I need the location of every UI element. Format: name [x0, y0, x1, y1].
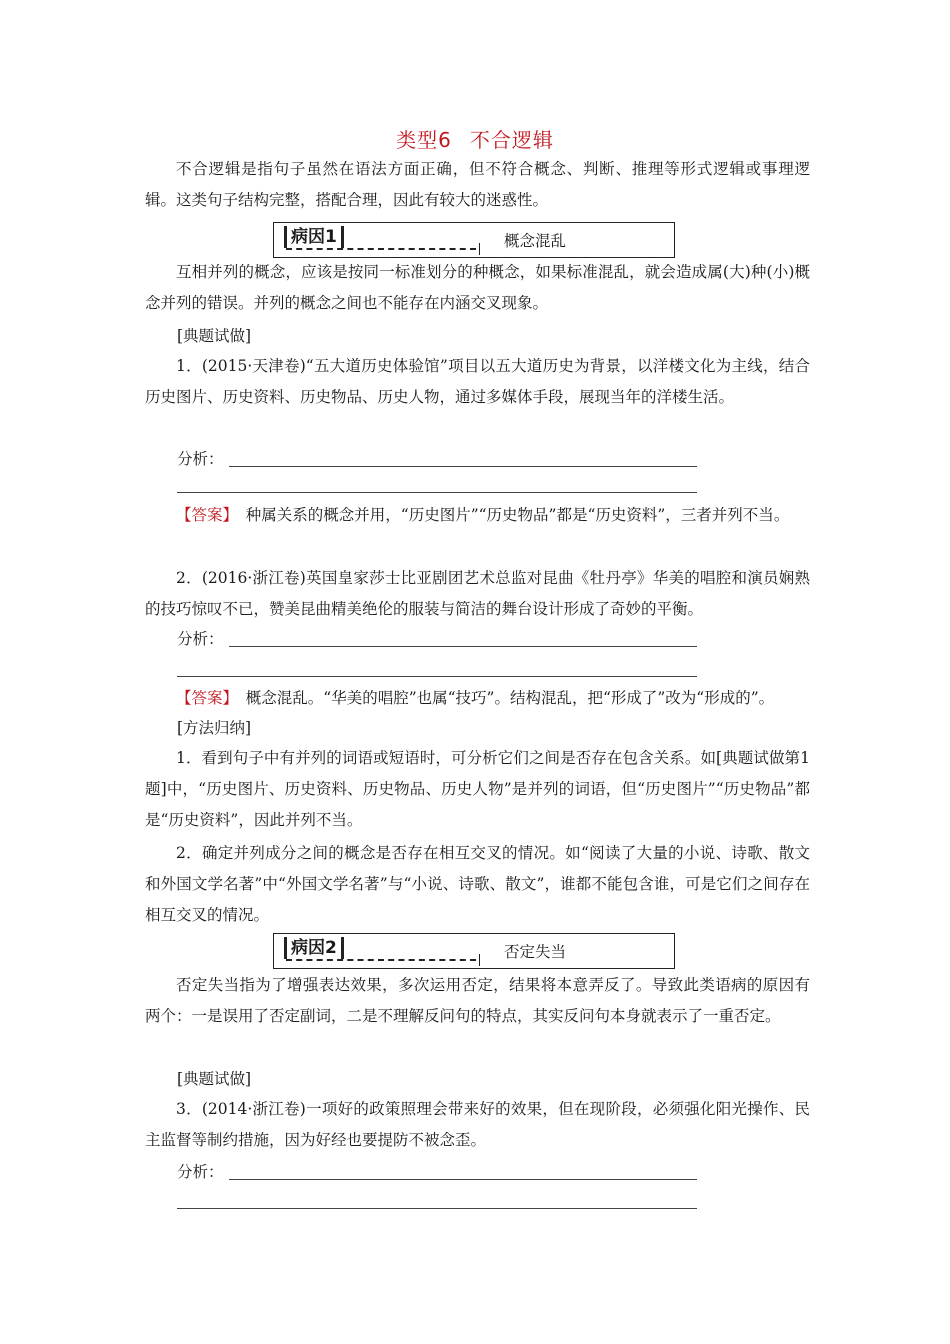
cause-box-1 — [273, 222, 675, 258]
title-type: 类型6 — [396, 128, 452, 152]
trial-heading-1: [典题试做] — [177, 327, 252, 345]
section1-description: 互相并列的概念，应该是按同一标准划分的种概念，如果标准混乱，就会造成属(大)种(小)概念并列的错误。并列的概念之间也不能存在内涵交叉现象。 — [145, 263, 810, 312]
answer-blank-line — [177, 676, 697, 677]
answer-1 — [145, 500, 810, 531]
answer-blank-line — [229, 1179, 697, 1180]
question-3: 3．(2014·浙江卷)一项好的政策照理会带来好的效果，但在现阶段，必须强化阳光操作、民主监督等制约措施，因为好经也要提防不被念歪。 — [145, 1100, 810, 1149]
analysis-row-1 — [177, 447, 697, 471]
cause-tag-1: 病因1 — [284, 226, 344, 248]
cause-name-2: 否定失当 — [504, 943, 567, 961]
analysis-label: 分析： — [177, 1163, 224, 1181]
dash-end-mark — [479, 954, 480, 966]
answer-blank-line — [229, 466, 697, 467]
section2-description: 否定失当指为了增强表达效果，多次运用否定，结果将本意弄反了。导致此类语病的原因有两个：一是误用了否定副词，二是不理解反问句的特点，其实反问句本身就表示了一重否定。 — [145, 976, 810, 1025]
method-1: 1．看到句子中有并列的词语或短语时，可分析它们之间是否存在包含关系。如[典题试做第1题]中，“历史图片、历史资料、历史物品、历史人物”是并列的词语，但“历史图片”“历史物品”都是“历史资料”，因此并列不当。 — [145, 749, 810, 829]
dashed-underline — [286, 959, 476, 961]
cause-tag-2: 病因2 — [284, 937, 344, 959]
answer-label: 【答案】 — [176, 506, 231, 524]
dashed-underline — [286, 248, 476, 250]
answer-2 — [145, 683, 810, 714]
analysis-label: 分析： — [177, 450, 224, 468]
answer-blank-line — [229, 646, 697, 647]
cause-box-2 — [273, 933, 675, 969]
question-1: 1．(2015·天津卷)“五大道历史体验馆”项目以五大道历史为背景，以洋楼文化为主线，结合历史图片、历史资料、历史物品、历史人物，通过多媒体手段，展现当年的洋楼生活。 — [145, 357, 810, 406]
answer-blank-line — [177, 1208, 697, 1209]
dash-end-mark — [479, 243, 480, 255]
analysis-row-3 — [177, 1160, 697, 1184]
analysis-label: 分析： — [177, 630, 224, 648]
answer-label: 【答案】 — [176, 689, 231, 707]
method-heading: [方法归纳] — [177, 719, 252, 737]
intro-paragraph: 不合逻辑是指句子虽然在语法方面正确，但不符合概念、判断、推理等形式逻辑或事理逻辑。这类句子结构完整，搭配合理，因此有较大的迷惑性。 — [145, 160, 810, 209]
method-2: 2．确定并列成分之间的概念是否存在相互交叉的情况。如“阅读了大量的小说、诗歌、散文和外国文学名著”中“外国文学名著”与“小说、诗歌、散文”，谁都不能包含谁，可是它们之间存在相互交叉的情况。 — [145, 844, 810, 924]
question-2: 2．(2016·浙江卷)英国皇家莎士比亚剧团艺术总监对昆曲《牡丹亭》华美的唱腔和演员娴熟的技巧惊叹不已，赞美昆曲精美绝伦的服装与简洁的舞台设计形成了奇妙的平衡。 — [145, 569, 810, 618]
cause-name-1: 概念混乱 — [504, 232, 567, 250]
answer-2-text: 概念混乱。“华美的唱腔”也属“技巧”。结构混乱，把“形成了”改为“形成的”。 — [230, 689, 775, 707]
answer-blank-line — [177, 492, 697, 493]
analysis-row-2 — [177, 627, 697, 651]
title-topic: 不合逻辑 — [469, 128, 554, 152]
trial-heading-2: [典题试做] — [177, 1070, 252, 1088]
page-title — [0, 124, 950, 153]
answer-1-text: 种属关系的概念并用，“历史图片”“历史物品”都是“历史资料”，三者并列不当。 — [230, 506, 790, 524]
